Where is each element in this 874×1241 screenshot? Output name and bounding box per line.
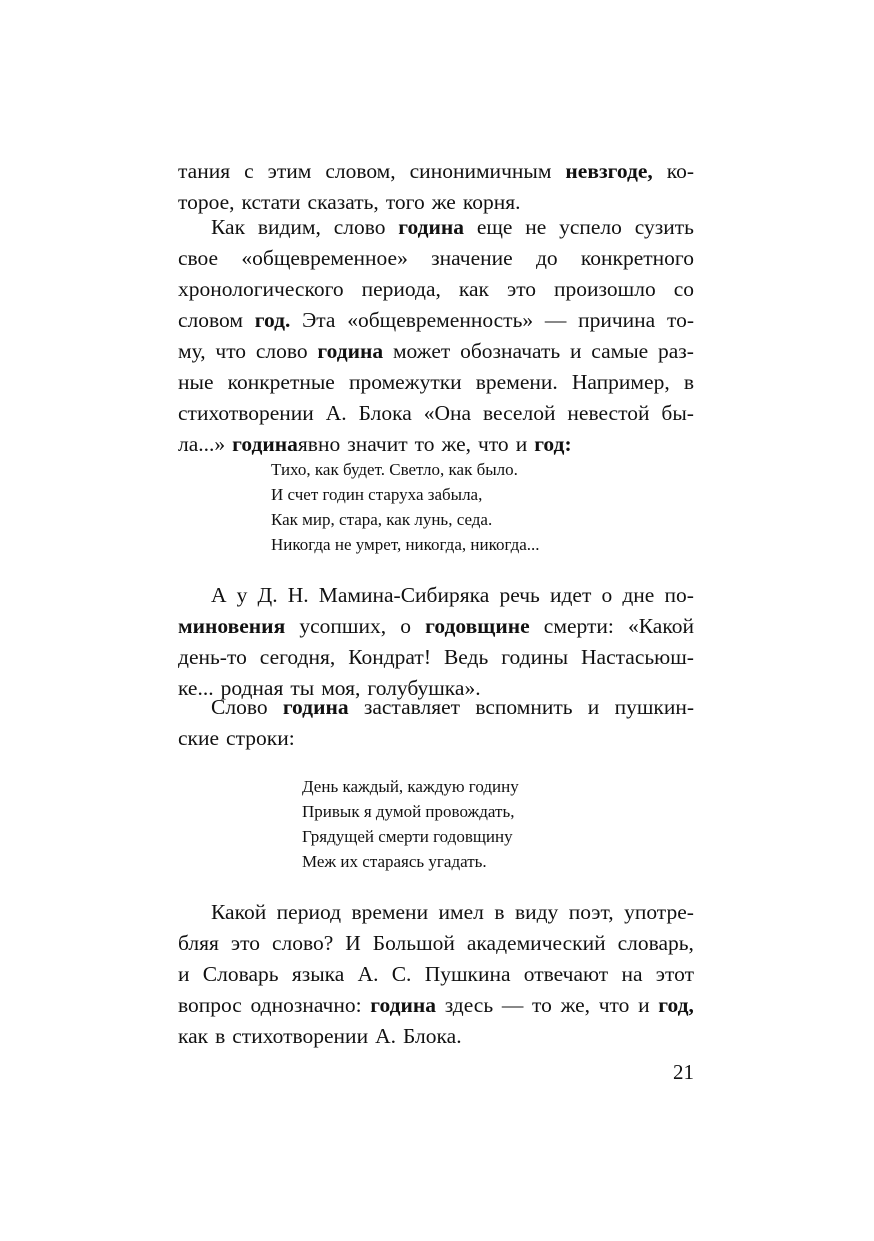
text-line: Слово година заставляет вспомнить и пушкин- bbox=[178, 692, 694, 723]
text-line: ке... родная ты моя, голубушка». bbox=[178, 676, 481, 700]
text-line: му, что слово година может обозначать и самые раз- bbox=[178, 336, 694, 367]
text-line: вопрос однозначно: година здесь — то же, что и год, bbox=[178, 990, 694, 1021]
term-god: год: bbox=[534, 432, 572, 456]
term-godina: година bbox=[370, 993, 437, 1017]
term-god: год, bbox=[658, 993, 694, 1017]
paragraph-3 bbox=[178, 580, 694, 704]
term-godina: година bbox=[232, 432, 298, 456]
text-line: ские строки: bbox=[178, 726, 295, 750]
text-line: словом год. Эта «общевременность» — причина то- bbox=[178, 305, 694, 336]
page-number: 21 bbox=[673, 1060, 694, 1084]
text-line: торое, кстати сказать, того же корня. bbox=[178, 190, 521, 214]
verse-line: Никогда не умрет, никогда, никогда... bbox=[271, 535, 540, 554]
term-nevzgode: невзгоде, bbox=[565, 159, 653, 183]
text-line: ные конкретные промежутки времени. Например, в bbox=[178, 370, 694, 394]
verse-line: Тихо, как будет. Светло, как было. bbox=[271, 460, 518, 479]
verse-pushkin bbox=[302, 774, 519, 874]
verse-line: Меж их стараясь угадать. bbox=[302, 852, 487, 871]
text-line: ла...» година явно значит то же, что и год: bbox=[178, 429, 694, 460]
text-line: и Словарь языка А. С. Пушкина отвечают на этот bbox=[178, 962, 694, 986]
term-godovshchine: годовщине bbox=[425, 614, 530, 638]
verse-line: И счет годин старуха забыла, bbox=[271, 485, 483, 504]
text-line: свое «общевременное» значение до конкретного bbox=[178, 246, 694, 270]
paragraph-1 bbox=[178, 156, 694, 218]
term-godina: година bbox=[282, 695, 349, 719]
text-line: бляя это слово? И Большой академический словарь, bbox=[178, 931, 694, 955]
text-line: миновения усопших, о годовщине смерти: «Какой bbox=[178, 611, 694, 642]
text-line: хронологического периода, как это произошло со bbox=[178, 277, 694, 301]
text-line: стихотворении А. Блока «Она веселой невестой бы- bbox=[178, 401, 694, 425]
text-line: Какой период времени имел в виду поэт, употре- bbox=[211, 900, 694, 924]
verse-blok bbox=[271, 457, 540, 557]
text-line: тания с этим словом, синонимичным невзгоде, ко- bbox=[178, 156, 694, 187]
paragraph-2 bbox=[178, 212, 694, 460]
text-line: как в стихотворении А. Блока. bbox=[178, 1024, 462, 1048]
verse-line: Грядущей смерти годовщину bbox=[302, 827, 513, 846]
text-line: Как видим, слово година еще не успело сузить bbox=[178, 212, 694, 243]
text-line: А у Д. Н. Мамина-Сибиряка речь идет о дне по- bbox=[211, 583, 694, 607]
term-godina: година bbox=[398, 215, 465, 239]
term-pominoveniya: миновения bbox=[178, 614, 286, 638]
verse-line: День каждый, каждую годину bbox=[302, 777, 519, 796]
paragraph-5 bbox=[178, 897, 694, 1052]
term-god: год. bbox=[254, 308, 291, 332]
text-line: день-то сегодня, Кондрат! Ведь годины Настасьюш- bbox=[178, 645, 694, 669]
paragraph-4 bbox=[178, 692, 694, 754]
term-godina: година bbox=[317, 339, 384, 363]
verse-line: Как мир, стара, как лунь, седа. bbox=[271, 510, 493, 529]
verse-line: Привык я думой провождать, bbox=[302, 802, 515, 821]
